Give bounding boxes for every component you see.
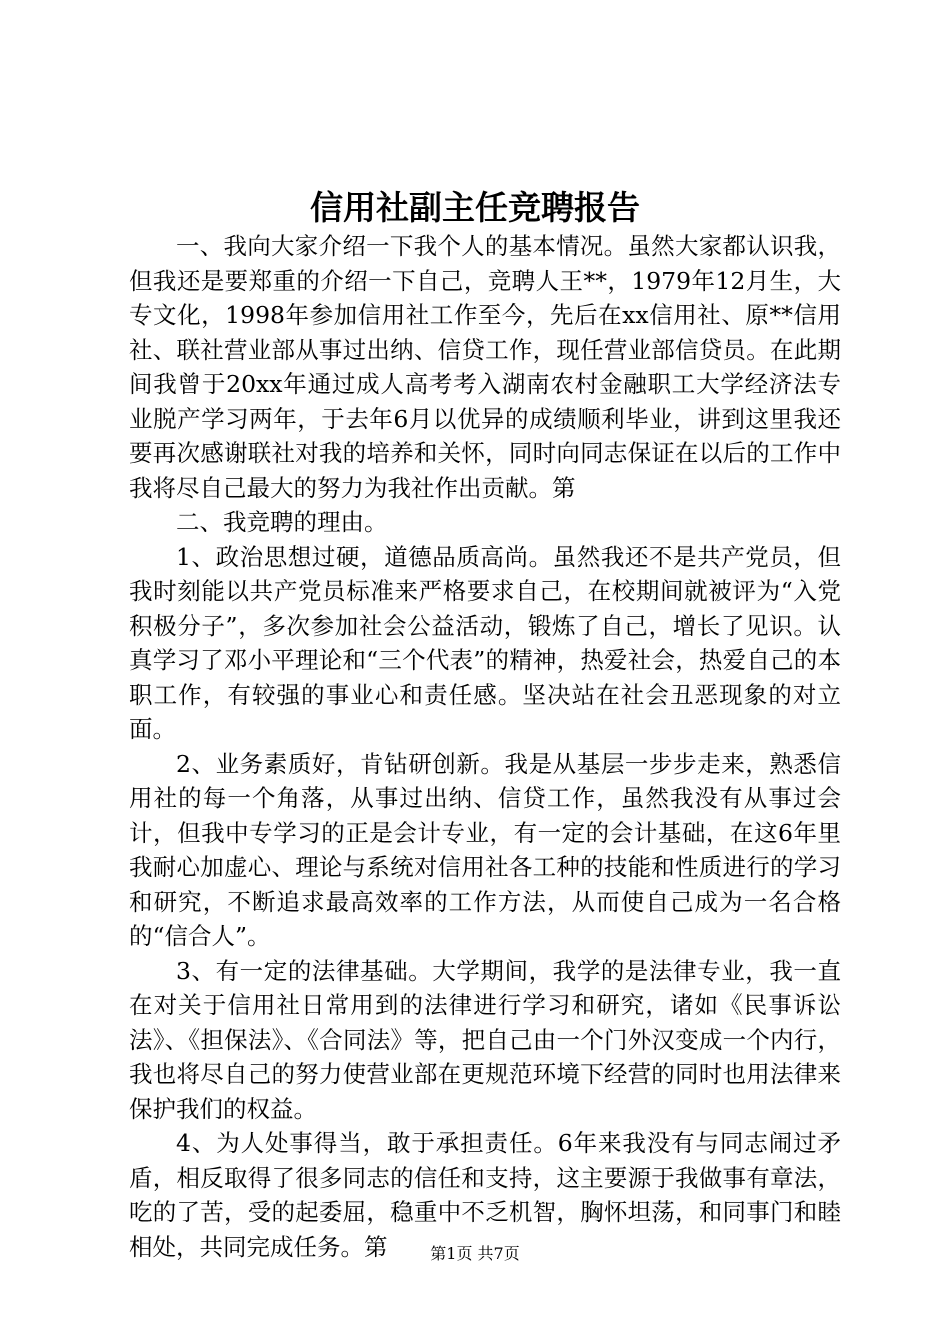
- paragraph-reason-2: 2、业务素质好，肯钻研创新。我是从基层一步步走来，熟悉信用社的每一个角落，从事过出纳、信贷工作，虽然我没有从事过会计，但我中专学习的正是会计专业，有一定的会计基础，在这6年里我耐心加虚心、理论与系统对信用社各工种的技能和性质进行的学习和研究，不断追求最高效率的工作方法，从而使自己成为一名合格的“信合人”。: [129, 749, 841, 950]
- page-footer: [0, 1243, 950, 1265]
- paragraph-reason-1: 1、政治思想过硬，道德品质高尚。虽然我还不是共产党员，但我时刻能以共产党员标准来严格要求自己，在校期间就被评为“入党积极分子”，多次参加社会公益活动，锻炼了自己，增长了见识。认真学习了邓小平理论和“三个代表”的精神，热爱社会，热爱自己的本职工作，有较强的事业心和责任感。坚决站在社会丑恶现象的对立面。: [129, 542, 841, 743]
- page-total: 共7页: [477, 1244, 520, 1263]
- paragraph-personal-info: 一、我向大家介绍一下我个人的基本情况。虽然大家都认识我，但我还是要郑重的介绍一下自己，竞聘人王**，1979年12月生，大专文化，1998年参加信用社工作至今，先后在xx信用社、原**信用社、联社营业部从事过出纳、信贷工作，现任营业部信贷员。在此期间我曾于20xx年通过成人高考考入湖南农村金融职工大学经济法专业脱产学习两年，于去年6月以优异的成绩顺利毕业，讲到这里我还要再次感谢联社对我的培养和关怀，同时向同志保证在以后的工作中我将尽自己最大的努力为我社作出贡献。第: [129, 232, 841, 502]
- paragraph-reasons-heading: 二、我竞聘的理由。: [176, 508, 388, 536]
- document-title: 信用社副主任竞聘报告: [310, 188, 640, 227]
- paragraph-reason-4: 4、为人处事得当，敢于承担责任。6年来我没有与同志闹过矛盾，相反取得了很多同志的信任和支持，这主要源于我做事有章法，吃的了苦，受的起委屈，稳重中不乏机智，胸怀坦荡，和同事门和睦相处，共同完成任务。第: [129, 1129, 841, 1261]
- document-body: [129, 229, 841, 1264]
- paragraph-reason-3: 3、有一定的法律基础。大学期间，我学的是法律专业，我一直在对关于信用社日常用到的法律进行学习和研究，诸如《民事诉讼法》、《担保法》、《合同法》等，把自己由一个门外汉变成一个内行，我也将尽自己的努力使营业部在更规范环境下经营的同时也用法律来保护我们的权益。: [129, 956, 841, 1123]
- page-number: 第1页: [430, 1244, 473, 1263]
